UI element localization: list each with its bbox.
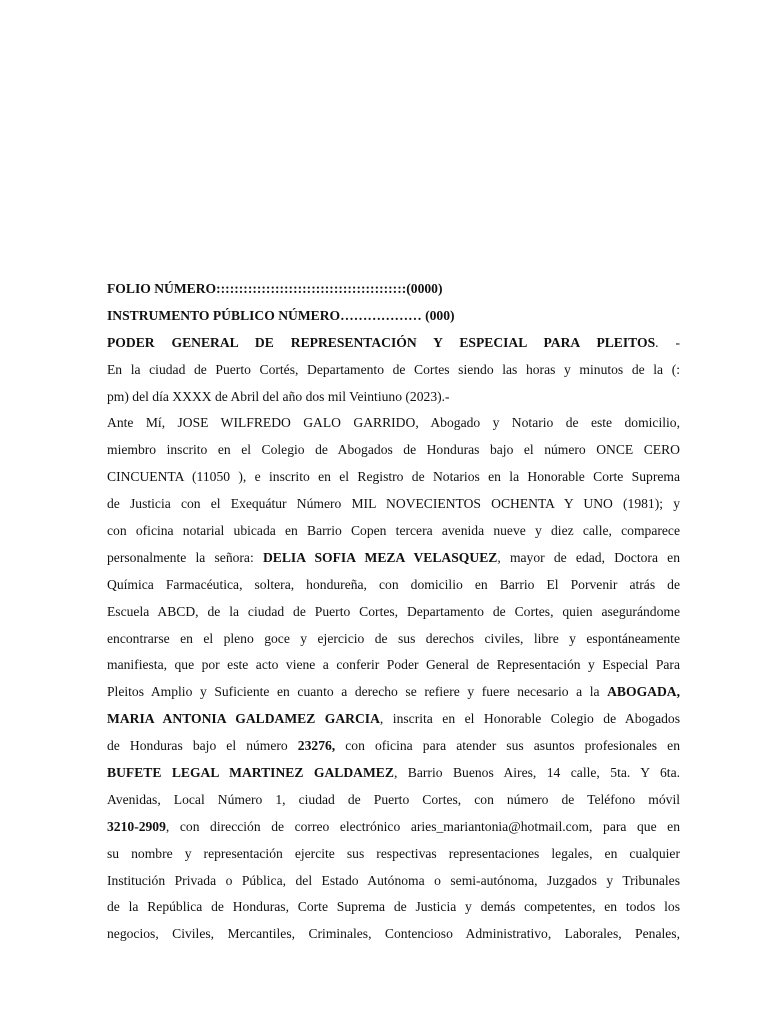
text-run: Ante Mí, JOSE WILFREDO GALO GARRIDO, Abogado y Notario de este domicilio, — [107, 415, 680, 431]
document-line — [107, 894, 680, 921]
text-run: CINCUENTA (11050 ), e inscrito en el Registro de Notarios en la Honorable Corte Suprema — [107, 469, 680, 485]
text-run: manifiesta, que por este acto viene a conferir Poder General de Representación y Especial Para — [107, 657, 680, 673]
bold-text-run: PODER GENERAL DE REPRESENTACIÓN Y ESPECIAL PARA PLEITOS — [107, 334, 656, 350]
document-line — [107, 679, 680, 706]
text-run: de Justicia con el Exequátur Número MIL NOVECIENTOS OCHENTA Y UNO (1981); y — [107, 496, 680, 512]
document-line — [107, 491, 680, 518]
text-run: . - — [655, 334, 680, 350]
text-run: con oficina notarial ubicada en Barrio Copen tercera avenida nueve y diez calle, comparece — [107, 523, 680, 539]
document-line — [107, 921, 680, 948]
document-line — [107, 652, 680, 679]
document-line — [107, 410, 680, 437]
document-line — [107, 276, 680, 303]
text-run: miembro inscrito en el Colegio de Abogados de Honduras bajo el número ONCE CERO — [107, 442, 680, 458]
document-line — [107, 572, 680, 599]
document-line — [107, 706, 680, 733]
document-line — [107, 464, 680, 491]
text-run: , mayor de edad, Doctora en — [497, 549, 681, 565]
text-run: negocios, Civiles, Mercantiles, Criminales, Contencioso Administrativo, Laborales, Penales, — [107, 926, 680, 942]
bold-text-run: MARIA ANTONIA GALDAMEZ GARCIA — [107, 711, 380, 727]
bold-text-run: 3210-2909 — [107, 818, 166, 834]
document-line — [107, 384, 680, 411]
bold-text-run: FOLIO NÚMERO::::::::::::::::::::::::::::::::::::::::::(0000) — [107, 281, 443, 296]
text-run: pm) del día XXXX de Abril del año dos mil Veintiuno (2023).- — [107, 388, 450, 404]
document-line — [107, 599, 680, 626]
bold-text-run: 23276, — [297, 738, 336, 754]
text-run: Escuela ABCD, de la ciudad de Puerto Cortes, Departamento de Cortes, quien asegurándome — [107, 603, 680, 619]
bold-text-run: INSTRUMENTO PÚBLICO NÚMERO……………… (000) — [107, 307, 455, 323]
text-run: En la ciudad de Puerto Cortés, Departamento de Cortes siendo las horas y minutos de la (: — [107, 361, 680, 377]
text-run: su nombre y representación ejercite sus respectivas representaciones legales, en cualquier — [107, 845, 680, 861]
text-run: , inscrita en el Honorable Colegio de Abogados — [379, 711, 680, 727]
text-run: Pleitos Amplio y Suficiente en cuanto a derecho se refiere y fuere necesario a la — [107, 684, 608, 700]
text-run: de la República de Honduras, Corte Suprema de Justicia y demás competentes, en todos los — [107, 899, 680, 915]
bold-text-run: ABOGADA, — [607, 684, 680, 700]
document-line — [107, 841, 680, 868]
document-line — [107, 733, 680, 760]
text-run: Química Farmacéutica, soltera, hondureña, con domicilio en Barrio El Porvenir atrás de — [107, 576, 680, 592]
document-line — [107, 868, 680, 895]
document-line — [107, 760, 680, 787]
bold-text-run: DELIA SOFIA MEZA VELASQUEZ — [262, 549, 498, 565]
document-line — [107, 626, 680, 653]
document-line — [107, 814, 680, 841]
document-line — [107, 545, 680, 572]
document-line — [107, 303, 680, 330]
document-line — [107, 330, 680, 357]
text-run: Avenidas, Local Número 1, ciudad de Puerto Cortes, con número de Teléfono móvil — [107, 791, 680, 807]
text-run: Institución Privada o Pública, del Estado Autónoma o semi-autónoma, Juzgados y Tribunales — [107, 872, 680, 888]
document-line — [107, 787, 680, 814]
document-line — [107, 518, 680, 545]
document-line — [107, 357, 680, 384]
text-run: , Barrio Buenos Aires, 14 calle, 5ta. Y 6ta. — [393, 765, 680, 781]
text-run: personalmente la señora: — [107, 549, 263, 565]
text-run: , con dirección de correo electrónico aries_mariantonia@hotmail.com, para que en — [165, 818, 680, 834]
bold-text-run: BUFETE LEGAL MARTINEZ GALDAMEZ — [107, 765, 394, 781]
document-line — [107, 437, 680, 464]
text-run: con oficina para atender sus asuntos profesionales en — [335, 738, 680, 754]
text-run: de Honduras bajo el número — [107, 738, 298, 754]
document-body — [107, 276, 680, 948]
text-run: encontrarse en el pleno goce y ejercicio de sus derechos civiles, libre y espontáneamente — [107, 630, 680, 646]
